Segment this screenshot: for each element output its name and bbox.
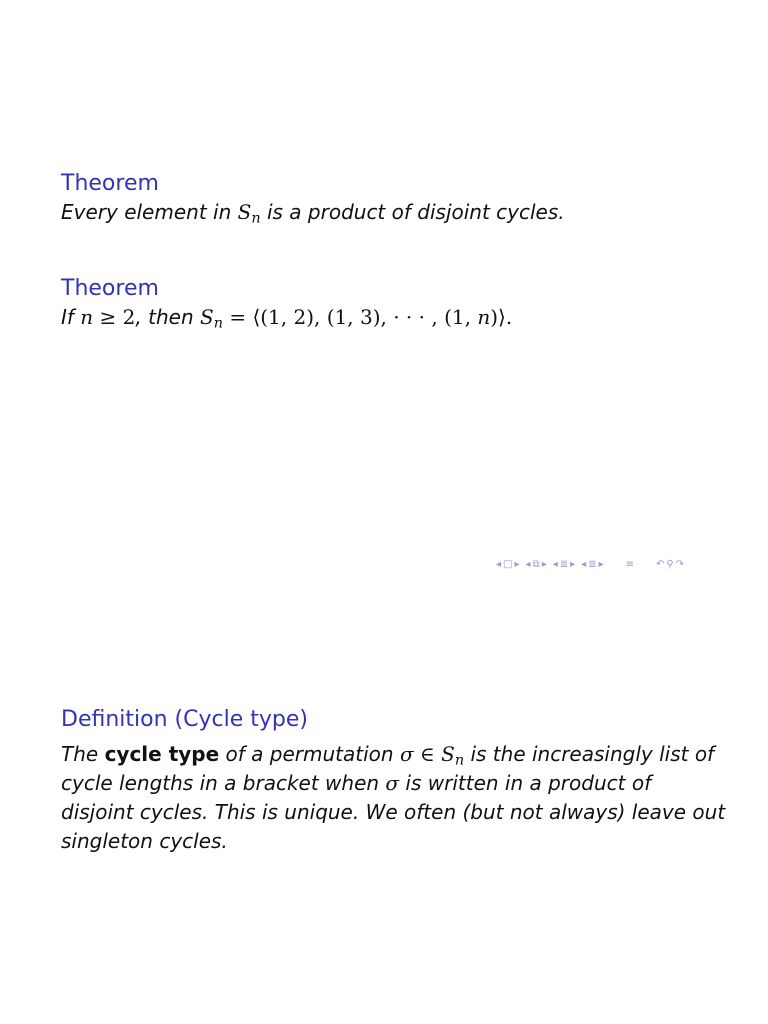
- frame-icon[interactable]: □: [503, 558, 513, 570]
- definition-title: Definition (Cycle type): [61, 707, 308, 732]
- nav-left-icon[interactable]: ◂: [552, 558, 558, 570]
- statement-text: If: [61, 305, 81, 329]
- subsection-icon[interactable]: ⧉: [532, 558, 540, 570]
- math-expression: = ⟨(1, 2), (1, 3), · · · , (1,: [222, 305, 478, 329]
- theorem-block-2: [61, 275, 728, 332]
- math-subscript: n: [251, 210, 261, 227]
- math-n: n: [80, 305, 94, 329]
- statement-text: , then: [135, 305, 200, 329]
- section-icon[interactable]: ≣: [559, 558, 569, 570]
- undo-icon[interactable]: ↶: [656, 558, 665, 570]
- math-subscript: n: [454, 752, 465, 769]
- statement-text: The: [61, 742, 105, 766]
- theorem-block-1: [61, 170, 728, 227]
- math-two: 2: [122, 305, 136, 329]
- math-symbol: [441, 742, 465, 769]
- nav-left-icon[interactable]: ◂: [496, 558, 502, 570]
- bold-term: cycle type: [104, 742, 220, 766]
- math-expression-close: )⟩.: [490, 305, 513, 329]
- math-subscript: n: [213, 315, 223, 332]
- math-n: n: [477, 305, 491, 329]
- math-sigma: σ: [399, 742, 414, 766]
- redo-icon[interactable]: ↷: [675, 558, 685, 570]
- statement-text: is written in a product of disjoint cycles. This is unique. We often (but not always) leave out singleton cycles.: [61, 771, 726, 853]
- math-geq: ≥: [93, 305, 123, 329]
- math-symbol: [237, 200, 261, 227]
- definition-statement: [61, 740, 728, 856]
- math-symbol: [199, 305, 223, 332]
- nav-right-icon[interactable]: ▸: [570, 558, 576, 570]
- section-icon[interactable]: ≣: [588, 558, 597, 570]
- math-in: ∈: [413, 742, 442, 766]
- theorem-title: Theorem: [61, 171, 159, 196]
- math-S: S: [441, 742, 455, 766]
- nav-left-icon[interactable]: ◂: [525, 558, 531, 570]
- math-sigma: σ: [385, 771, 400, 795]
- theorem-statement: [61, 303, 728, 332]
- search-icon[interactable]: ⚲: [666, 558, 674, 570]
- slide-2: [0, 566, 768, 1024]
- nav-right-icon[interactable]: ▸: [514, 558, 520, 570]
- math-S: S: [237, 200, 252, 224]
- statement-text: is a product of disjoint cycles.: [260, 200, 565, 224]
- nav-right-icon[interactable]: ▸: [541, 558, 547, 570]
- theorem-statement: [61, 198, 728, 227]
- statement-text: of a permutation: [219, 742, 400, 766]
- nav-left-icon[interactable]: ◂: [581, 558, 587, 570]
- statement-text: Every element in: [61, 200, 238, 224]
- align-icon[interactable]: ≡: [625, 558, 635, 570]
- statement-text: is the increasingly list of cycle lengths in a bracket when: [61, 742, 715, 795]
- definition-block: [61, 706, 728, 856]
- math-S: S: [199, 305, 214, 329]
- nav-right-icon[interactable]: ▸: [598, 558, 604, 570]
- theorem-title: Theorem: [61, 276, 159, 301]
